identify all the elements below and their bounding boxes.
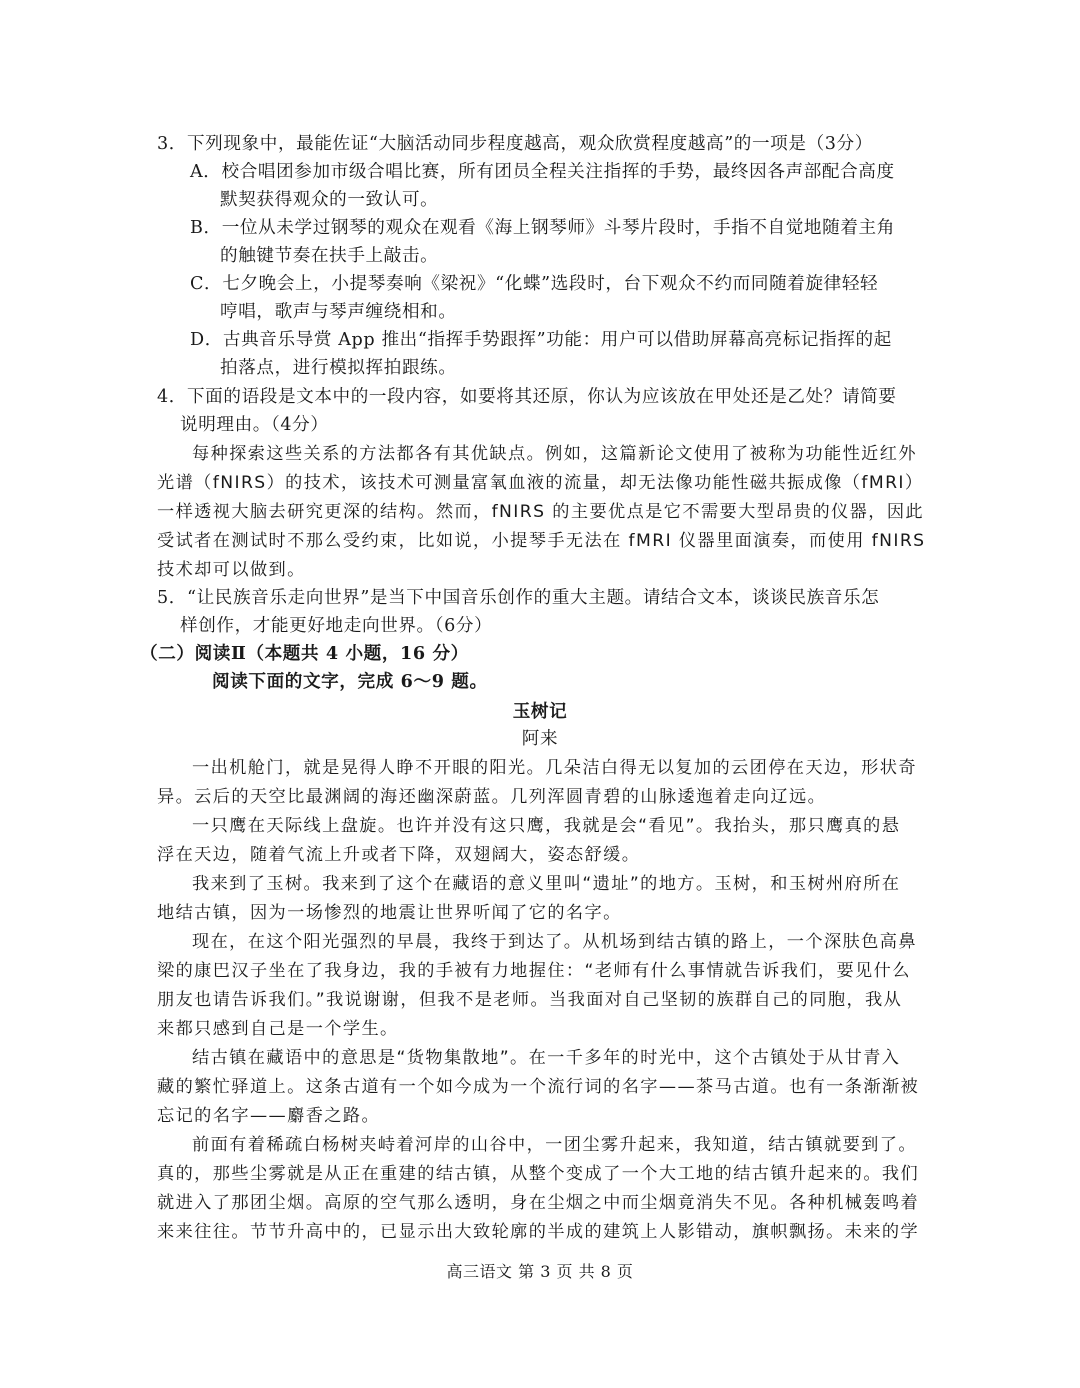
q3-option-b-line1: B．一位从未学过钢琴的观众在观看《海上钢琴师》斗琴片段时，手指不自觉地随着主角 xyxy=(190,218,895,238)
q3-option-a-line1: A．校合唱团参加市级合唱比赛，所有团员全程关注指挥的手势，最终因各声部配合高度 xyxy=(190,162,895,182)
q4-passage-line: 光谱（fNIRS）的技术，该技术可测量富氧血液的流量，却无法像功能性磁共振成像（fMRI） xyxy=(157,473,924,493)
q3-stem: 3．下列现象中，最能佐证“大脑活动同步程度越高，观众欣赏程度越高”的一项是（3分） xyxy=(157,134,873,154)
q4-passage-line: 每种探索这些关系的方法都各有其优缺点。例如，这篇新论文使用了被称为功能性近红外 xyxy=(192,444,917,464)
article-line: 一只鹰在天际线上盘旋。也许并没有这只鹰，我就是会“看见”。我抬头，那只鹰真的悬 xyxy=(192,816,901,836)
q5-stem-line1: 5．“让民族音乐走向世界”是当下中国音乐创作的重大主题。请结合文本，谈谈民族音乐怎 xyxy=(157,588,880,608)
q4-passage-line: 技术却可以做到。 xyxy=(157,560,306,580)
q3-option-c-line2: 哼唱，歌声与琴声缠绕相和。 xyxy=(220,302,457,322)
article-author: 阿来 xyxy=(521,729,559,749)
q3-option-a-line2: 默契获得观众的一致认可。 xyxy=(220,190,439,210)
q5-stem-line2: 样创作，才能更好地走向世界。（6分） xyxy=(180,616,493,636)
q3-option-c-line1: C．七夕晚会上，小提琴奏响《梁祝》“化蝶”选段时，台下观众不约而同随着旋律轻轻 xyxy=(190,274,879,294)
q4-passage-line: 受试者在测试时不那么受约束，比如说，小提琴手无法在 fMRI 仪器里面演奏，而使用 fNIRS xyxy=(157,531,926,551)
page-footer: 高三语文 第 3 页 共 8 页 xyxy=(446,1262,634,1281)
article-line: 藏的繁忙驿道上。这条古道有一个如今成为一个流行词的名字——茶马古道。也有一条渐渐被 xyxy=(157,1077,920,1097)
article-line: 来来往往。节节升高中的，已显示出大致轮廓的半成的建筑上人影错动，旗帜飘扬。未来的学 xyxy=(157,1222,920,1242)
article-line: 现在，在这个阳光强烈的早晨，我终于到达了。从机场到结古镇的路上，一个深肤色高鼻 xyxy=(192,932,917,952)
article-line: 我来到了玉树。我来到了这个在藏语的意义里叫“遗址”的地方。玉树，和玉树州府所在 xyxy=(192,874,901,894)
article-line: 朋友也请告诉我们。”我说谢谢，但我不是老师。当我面对自己坚韧的族群自己的同胞，我从 xyxy=(157,990,903,1010)
q3-option-d-line1: D．古典音乐导赏 App 推出“指挥手势跟挥”功能：用户可以借助屏幕高亮标记指挥的起 xyxy=(190,330,892,350)
article-line: 就进入了那团尘烟。高原的空气那么透明，身在尘烟之中而尘烟竟消失不见。各种机械轰鸣着 xyxy=(157,1193,920,1213)
section-instruction: 阅读下面的文字，完成 6～9 题。 xyxy=(212,671,488,692)
q4-stem-line2: 说明理由。（4分） xyxy=(180,415,329,435)
article-line: 地结古镇，因为一场惨烈的地震让世界听闻了它的名字。 xyxy=(157,903,622,923)
article-line: 真的，那些尘雾就是从正在重建的结古镇，从整个变成了一个大工地的结古镇升起来的。我们 xyxy=(157,1164,920,1184)
q4-stem-line1: 4．下面的语段是文本中的一段内容，如要将其还原，你认为应该放在甲处还是乙处？请简要 xyxy=(157,387,897,407)
article-line: 浮在天边，随着气流上升或者下降，双翅阔大，姿态舒缓。 xyxy=(157,845,641,865)
q4-passage-line: 一样透视大脑去研究更深的结构。然而，fNIRS 的主要优点是它不需要大型昂贵的仪器，因此 xyxy=(157,502,925,522)
section-heading: （二）阅读Ⅱ（本题共 4 小题，16 分） xyxy=(140,643,469,664)
article-line: 梁的康巴汉子坐在了我身边，我的手被有力地握住：“老师有什么事情就告诉我们，要见什么 xyxy=(157,961,911,981)
article-line: 一出机舱门，就是晃得人睁不开眼的阳光。几朵洁白得无以复加的云团停在天边，形状奇 xyxy=(192,758,917,778)
q3-option-d-line2: 拍落点，进行模拟挥拍跟练。 xyxy=(220,358,457,378)
article-line: 异。云后的天空比最渊阔的海还幽深蔚蓝。几列浑圆青碧的山脉逶迤着走向辽远。 xyxy=(157,787,827,807)
article-line: 结古镇在藏语中的意思是“货物集散地”。在一千多年的时光中，这个古镇处于从甘青入 xyxy=(192,1048,901,1068)
q3-option-b-line2: 的触键节奏在扶手上敲击。 xyxy=(220,246,439,266)
article-line: 前面有着稀疏白杨树夹峙着河岸的山谷中，一团尘雾升起来，我知道，结古镇就要到了。 xyxy=(192,1135,917,1155)
article-line: 来都只感到自己是一个学生。 xyxy=(157,1019,399,1039)
article-title: 玉树记 xyxy=(512,701,568,722)
article-line: 忘记的名字——麝香之路。 xyxy=(157,1106,381,1126)
